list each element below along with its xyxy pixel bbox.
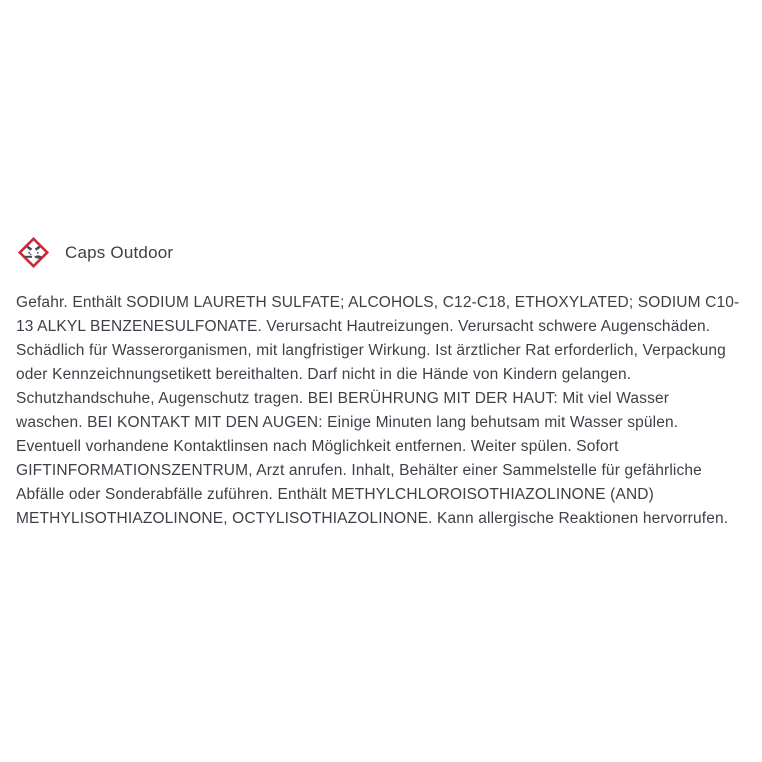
hazard-warning-text: Gefahr. Enthält SODIUM LAURETH SULFATE; ALCOHOLS, C12-C18, ETHOXYLATED; SODIUM C10-13 ALKYL BENZENESULFONATE. Verursacht Hautreizungen. Verursacht schwere Augenschäden. Schädlich für Wasserorganismen, mit langfristiger Wirkung. Ist ärztlicher Rat erforderlich, Verpackung oder Kennzeichnungsetikett bereithalten. Darf nicht in die Hände von Kindern gelangen. Schutzhandschuhe, Augenschutz tragen. BEI BERÜHRUNG MIT DER HAUT: Mit viel Wasser waschen. BEI KONTAKT MIT DEN AUGEN: Einige Minuten lang behutsam mit Wasser spülen. Eventuell vorhandene Kontaktlinsen nach Möglichkeit entfernen. Weiter spülen. Sofort GIFTINFORMATIONSZENTRUM, Arzt anrufen. Inhalt, Behälter einer Sammelstelle für gefährliche Abfälle oder Sonderabfälle zuführen. Enthält METHYLCHLOROISOTHIAZOLINONE (AND) METHYLISOTHIAZOLINONE, OCTYLISOTHIAZOLINONE. Kann allergische Reaktionen hervorrufen. <box>16 294 740 527</box>
hazard-header <box>17 236 746 269</box>
product-hazard-section <box>16 236 746 531</box>
product-title: Caps Outdoor <box>65 242 174 262</box>
ghs-corrosion-hazard-pictogram-icon <box>17 236 50 269</box>
